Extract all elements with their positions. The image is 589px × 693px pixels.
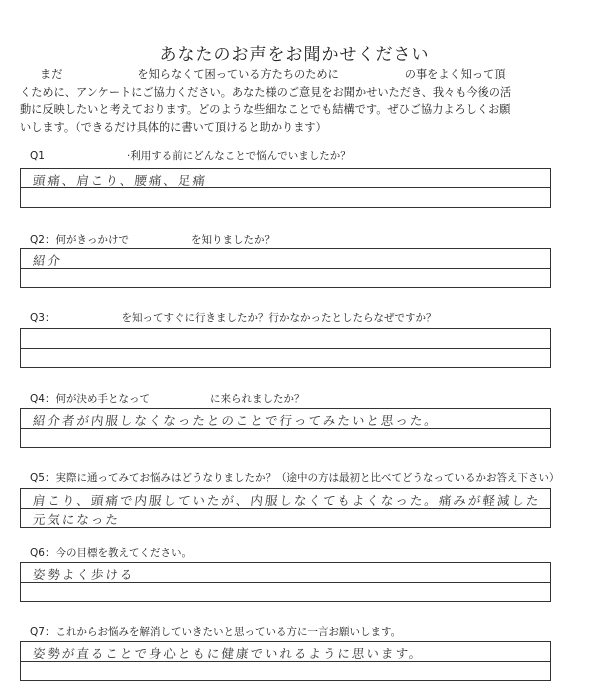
- question-1-number: Q1: [30, 150, 45, 162]
- question-2-text: を知りましたか？: [190, 234, 275, 246]
- answer-1-line-1: 頭痛、肩こり、腰痛、足痛: [32, 173, 208, 188]
- question-1: [30, 148, 351, 163]
- answer-box-2[interactable]: [20, 248, 551, 288]
- question-6-number: Q6：今の目標を教えてください。: [30, 547, 192, 559]
- intro-text: [20, 66, 580, 136]
- question-5-number: Q5：実際に通ってみてお悩みはどうなりましたか？: [30, 472, 276, 484]
- intro-line1-c: の事をよく知って頂: [404, 68, 506, 81]
- intro-line2: くために、アンケートにご協力ください。あなた様のご意見をお聞かせいただき、我々も今後の活: [20, 85, 512, 99]
- answer-6-line-1: 姿勢よく歩ける: [32, 567, 136, 582]
- answer-box-4[interactable]: [20, 408, 551, 448]
- question-4-text: に来られましたか？: [209, 393, 305, 405]
- answer-4-line-1: 紹介者が内服しなくなったとのことで行ってみたいと思った。: [32, 413, 440, 428]
- question-5-text: （途中の方は最初と比べてどうなっているかお答え下さい）: [275, 472, 560, 484]
- answer-box-3[interactable]: [20, 328, 551, 368]
- question-7: [30, 624, 401, 639]
- answer-box-7[interactable]: [20, 641, 551, 681]
- question-4-number: Q4：何が決め手となって: [30, 393, 150, 405]
- question-3-number: Q3：: [30, 312, 56, 324]
- question-2: [30, 232, 275, 247]
- answer-box-6[interactable]: [20, 562, 551, 602]
- answer-box-1[interactable]: [20, 168, 551, 208]
- intro-line1-b: を知らなくて困っている方たちのために: [137, 68, 339, 81]
- intro-line4: いします。（できるだけ具体的に書いて頂けると助かります）: [20, 120, 327, 134]
- question-5: [30, 470, 559, 485]
- question-3: [30, 310, 436, 325]
- intro-line1-a: まだ: [40, 68, 63, 81]
- question-3-text: を知ってすぐに行きましたか？行かなかったとしたらなぜですか？: [121, 312, 437, 324]
- answer-2-line-1: 紹介: [32, 253, 63, 268]
- intro-line3: 動に反映したいと考えております。どのような些細なことでも結構です。ぜひご協力よろしくお願: [20, 103, 511, 116]
- answer-5-line-2: 元気になった: [32, 512, 121, 527]
- answer-box-5[interactable]: [20, 488, 551, 528]
- page-title: あなたのお声をお聞かせください: [159, 45, 430, 65]
- question-4: [30, 391, 304, 406]
- answer-7-line-1: 姿勢が直ることで身心ともに健康でいれるように思います。: [32, 646, 425, 661]
- answer-5-line-1: 肩こり、頭痛で内服していたが、内服しなくてもよくなった。痛みが軽減した: [32, 493, 542, 508]
- answer-box-divider: [21, 348, 550, 349]
- answer-box-divider: [21, 268, 550, 269]
- question-7-number: Q7：これからお悩みを解消していきたいと思っている方に一言お願いします。: [30, 626, 402, 638]
- question-2-number: Q2：何がきっかけで: [30, 234, 129, 246]
- question-1-text: ·利用する前にどんなことで悩んでいましたか？: [126, 150, 351, 162]
- question-6: [30, 545, 192, 560]
